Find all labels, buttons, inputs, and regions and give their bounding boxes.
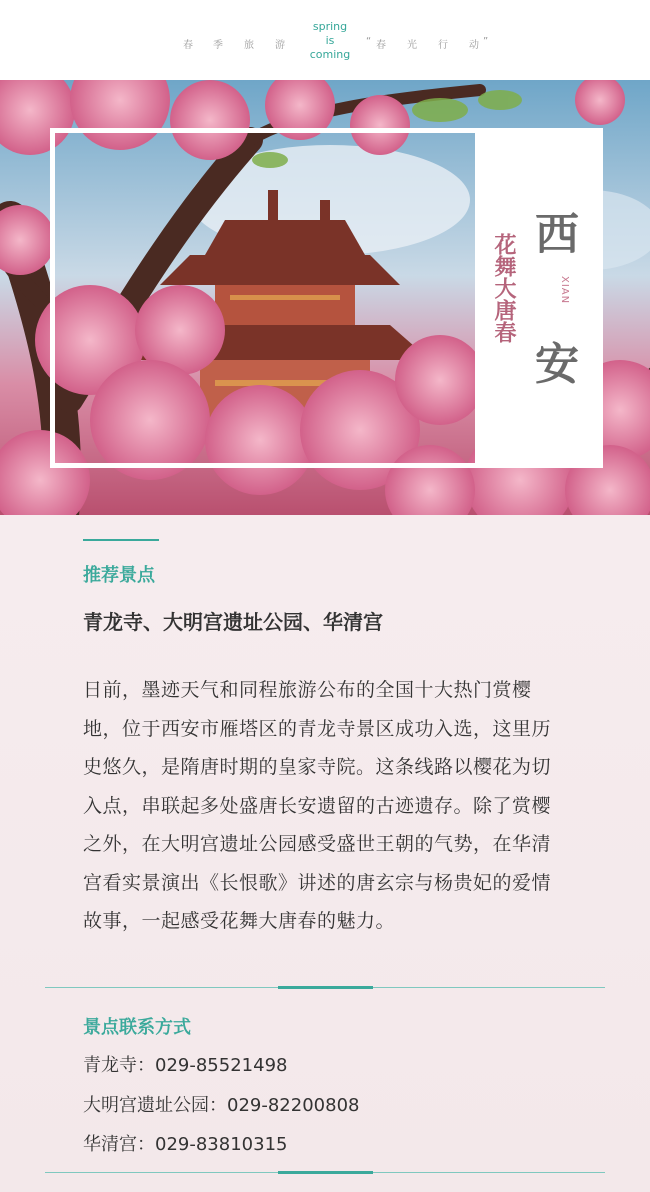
recommended-places: 青龙寺、大明宫遗址公园、华清宫 [83, 610, 383, 634]
slogan-text: 花舞大唐春 [491, 233, 517, 343]
header-word: 行 [438, 40, 448, 51]
header-word: 动 [469, 40, 479, 51]
divider-accent [278, 1171, 373, 1174]
header-word: 春 [376, 40, 386, 51]
section-accent-line [83, 539, 159, 541]
contacts-heading: 景点联系方式 [83, 1017, 191, 1038]
contact-item: 大明宫遗址公园：029-82200808 [83, 1095, 360, 1116]
header-word: “ [366, 36, 372, 47]
logo-line: coming [309, 48, 351, 61]
header-word: 游 [275, 40, 285, 51]
header-word: 光 [407, 40, 417, 51]
header-word: 春 [183, 40, 193, 51]
city-title-bottom: 安 [535, 339, 579, 390]
spring-is-coming-logo [300, 20, 360, 62]
contact-item: 青龙寺：029-85521498 [83, 1055, 288, 1076]
header-banner [0, 0, 650, 80]
logo-line: spring [312, 20, 348, 33]
city-title-roman: XIAN [559, 276, 570, 305]
hero-photo [0, 80, 650, 515]
header-word: 季 [213, 40, 223, 51]
title-panel [480, 128, 603, 468]
city-title-top: 西 [535, 209, 579, 260]
photo-frame [50, 128, 480, 468]
logo-line: is [325, 34, 335, 47]
header-word: 旅 [244, 40, 254, 51]
recommend-heading: 推荐景点 [83, 565, 155, 586]
contact-item: 华清宫：029-83810315 [83, 1134, 288, 1155]
header-word: ” [483, 36, 489, 47]
divider-accent [278, 986, 373, 989]
description-paragraph: 日前，墨迹天气和同程旅游公布的全国十大热门赏樱地，位于西安市雁塔区的青龙寺景区成功入选，这里历史悠久，是隋唐时期的皇家寺院。这条线路以樱花为切入点，串联起多处盛唐长安遗留的古迹遗存。除了赏樱之外，在大明宫遗址公园感受盛世王朝的气势，在华清宫看实景演出《长恨歌》讲述的唐玄宗与杨贵妃的爱情故事，一起感受花舞大唐春的魅力。 [83, 679, 552, 932]
